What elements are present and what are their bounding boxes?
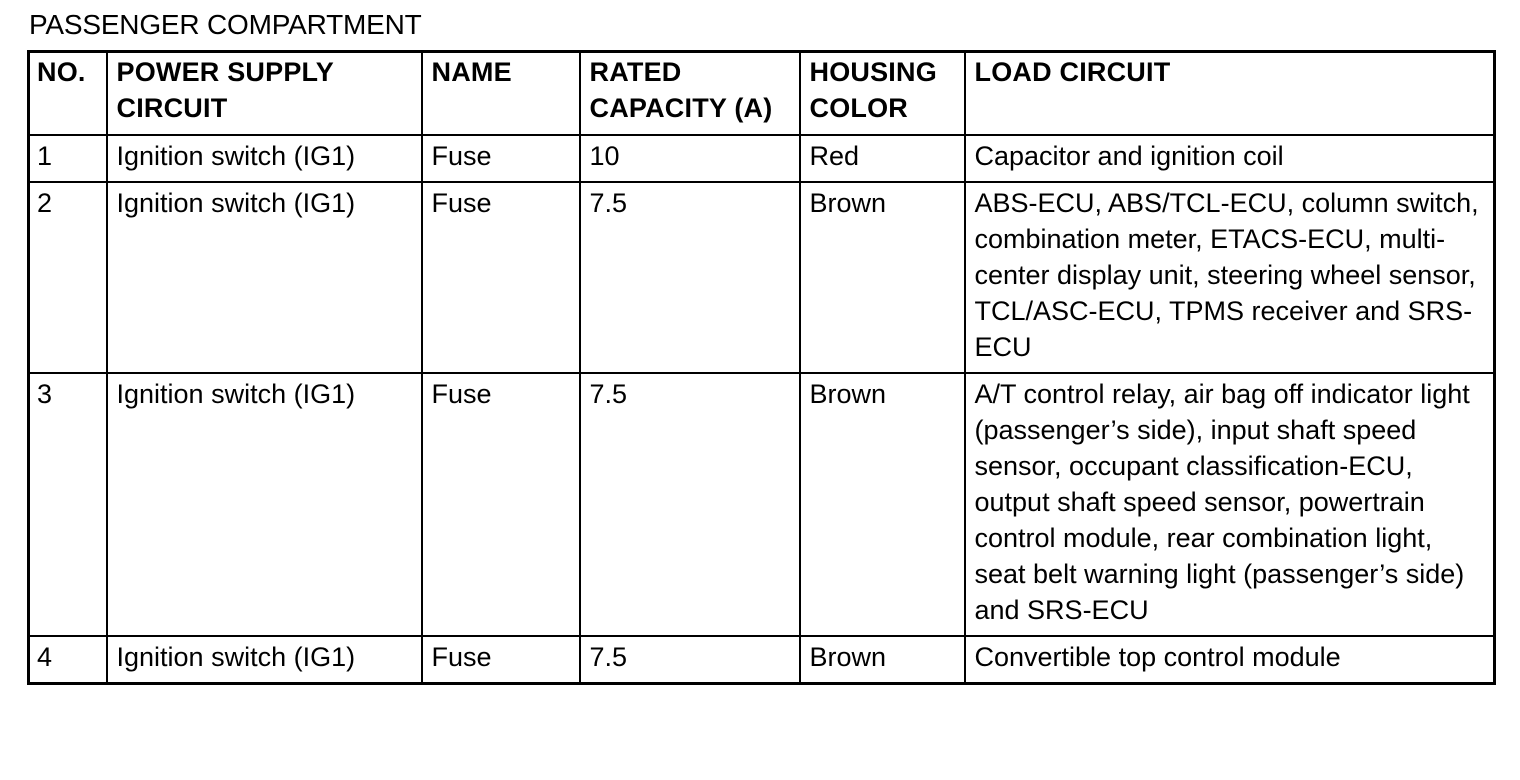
header-rated-capacity: RATED CAPACITY (A) bbox=[580, 52, 800, 136]
cell-power-supply-circuit: Ignition switch (IG1) bbox=[107, 135, 422, 182]
cell-no: 2 bbox=[29, 182, 107, 373]
table-row bbox=[29, 135, 1495, 182]
cell-housing-color: Brown bbox=[800, 373, 965, 636]
header-load-circuit: LOAD CIRCUIT bbox=[965, 52, 1495, 136]
cell-rated-capacity: 10 bbox=[580, 135, 800, 182]
cell-name: Fuse bbox=[422, 182, 580, 373]
table-row bbox=[29, 373, 1495, 636]
header-name: NAME bbox=[422, 52, 580, 136]
table-row bbox=[29, 636, 1495, 684]
table-header bbox=[29, 52, 1495, 136]
cell-no: 4 bbox=[29, 636, 107, 684]
table-row bbox=[29, 182, 1495, 373]
table-body bbox=[29, 135, 1495, 684]
header-no: NO. bbox=[29, 52, 107, 136]
header-row bbox=[29, 52, 1495, 136]
cell-power-supply-circuit: Ignition switch (IG1) bbox=[107, 182, 422, 373]
cell-rated-capacity: 7.5 bbox=[580, 636, 800, 684]
cell-name: Fuse bbox=[422, 636, 580, 684]
cell-load-circuit: A/T control relay, air bag off indicator light (passenger’s side), input shaft speed sensor, occupant classification-ECU, output shaft speed sensor, powertrain control module, rear combination light, seat belt warning light (passenger’s side) and SRS-ECU bbox=[965, 373, 1495, 636]
cell-rated-capacity: 7.5 bbox=[580, 182, 800, 373]
cell-housing-color: Brown bbox=[800, 636, 965, 684]
fuse-table bbox=[27, 50, 1496, 685]
cell-power-supply-circuit: Ignition switch (IG1) bbox=[107, 373, 422, 636]
cell-name: Fuse bbox=[422, 373, 580, 636]
cell-no: 3 bbox=[29, 373, 107, 636]
cell-housing-color: Red bbox=[800, 135, 965, 182]
header-power-supply-circuit: POWER SUPPLY CIRCUIT bbox=[107, 52, 422, 136]
cell-load-circuit: Capacitor and ignition coil bbox=[965, 135, 1495, 182]
cell-name: Fuse bbox=[422, 135, 580, 182]
cell-rated-capacity: 7.5 bbox=[580, 373, 800, 636]
cell-no: 1 bbox=[29, 135, 107, 182]
header-housing-color: HOUSING COLOR bbox=[800, 52, 965, 136]
cell-load-circuit: ABS-ECU, ABS/TCL-ECU, column switch, combination meter, ETACS-ECU, multi-center display unit, steering wheel sensor, TCL/ASC-ECU, TPMS receiver and SRS-ECU bbox=[965, 182, 1495, 373]
section-title: PASSENGER COMPARTMENT bbox=[29, 9, 422, 40]
cell-housing-color: Brown bbox=[800, 182, 965, 373]
cell-load-circuit: Convertible top control module bbox=[965, 636, 1495, 684]
cell-power-supply-circuit: Ignition switch (IG1) bbox=[107, 636, 422, 684]
